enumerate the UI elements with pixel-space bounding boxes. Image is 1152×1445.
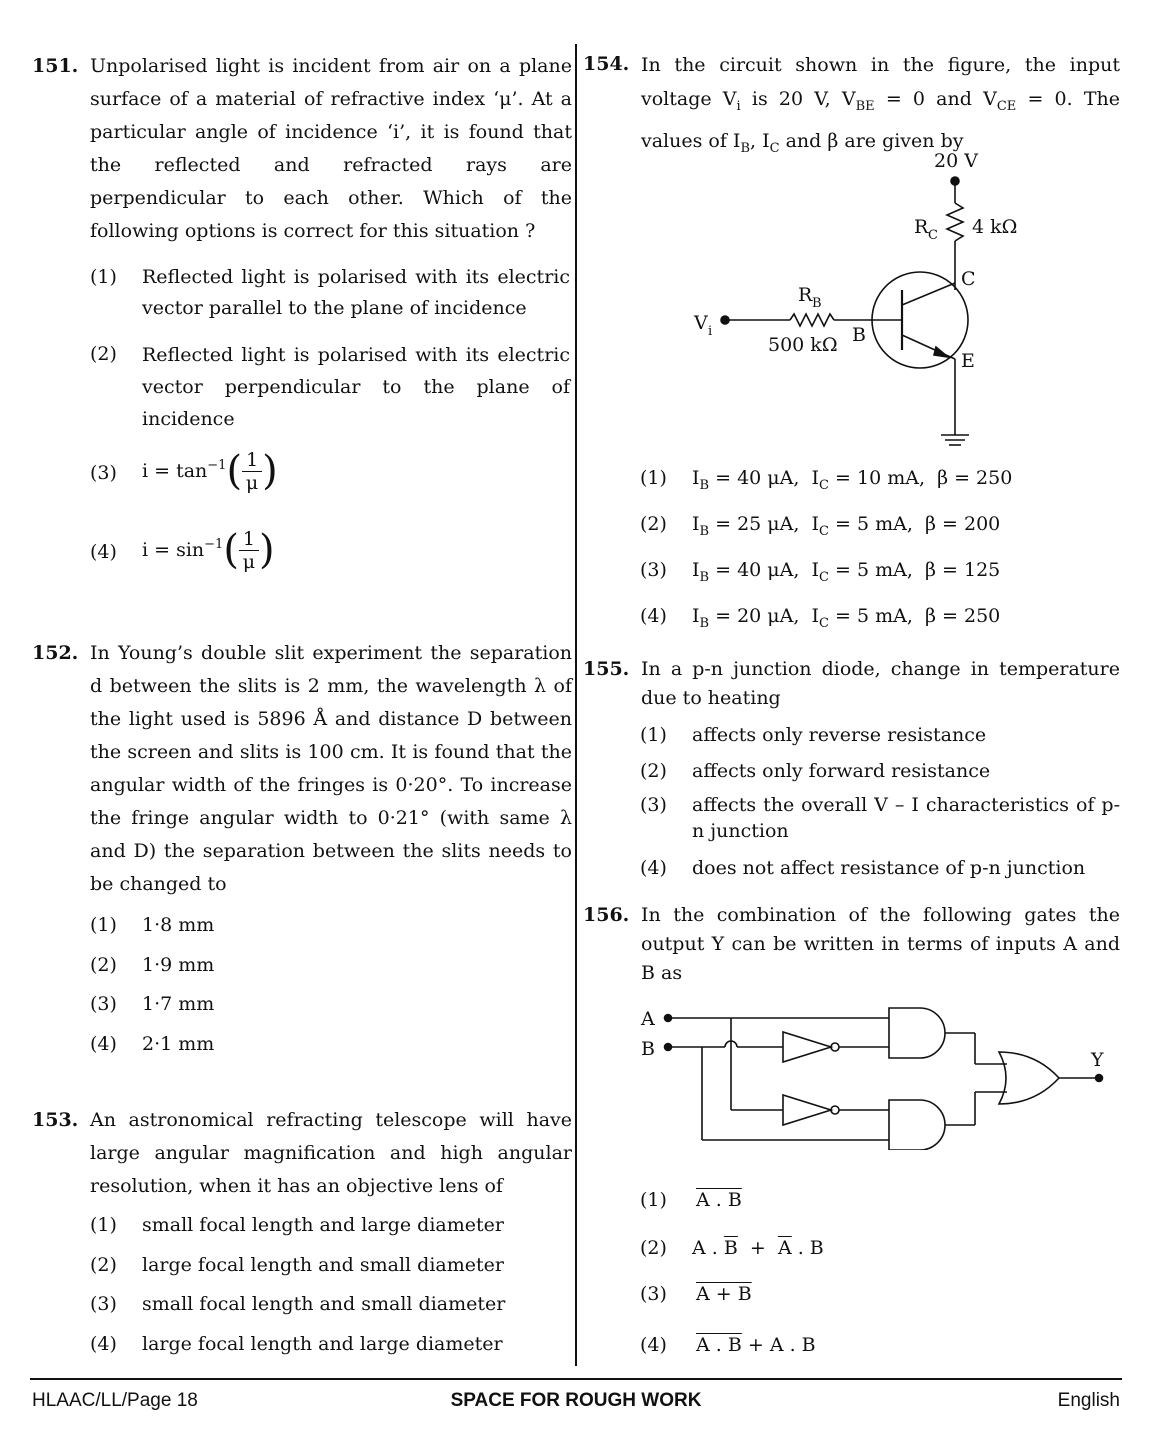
question-text: In the combination of the following gates the output Y can be written in terms of inputs A and B as bbox=[641, 904, 1120, 984]
option-number: (4) bbox=[90, 541, 117, 563]
option-number: (1) bbox=[90, 266, 117, 288]
option-text: large focal length and large diameter bbox=[142, 1333, 503, 1355]
option-number: (4) bbox=[90, 1033, 117, 1055]
option-text: $I_B = 25$ μA, $I_C = 5$ mA, β = 200 bbox=[692, 513, 1001, 539]
option-1[interactable] bbox=[640, 720, 1120, 750]
option-number: (4) bbox=[90, 1333, 117, 1355]
option-text: small focal length and small diameter bbox=[142, 1293, 506, 1315]
option-text: 1·8 mm bbox=[142, 914, 215, 936]
option-number: (3) bbox=[640, 559, 667, 581]
question-number: 153. bbox=[32, 1109, 79, 1131]
option-number: (4) bbox=[640, 857, 667, 879]
rb-resistor bbox=[790, 314, 834, 326]
option-text: $I_B = 20$ μA, $I_C = 5$ mA, β = 250 bbox=[692, 605, 1001, 631]
question-text: An astronomical refracting telescope will have large angular magnification and high angular resolution, when it has an objective lens of bbox=[90, 1109, 572, 1197]
option-number: (3) bbox=[640, 794, 667, 816]
option-number: (4) bbox=[640, 1334, 667, 1356]
option-text: does not affect resistance of p-n junction bbox=[692, 857, 1086, 879]
question-number: 156. bbox=[583, 904, 630, 926]
option-text: affects only forward resistance bbox=[692, 760, 991, 782]
option-text: affects only reverse resistance bbox=[692, 724, 987, 746]
collector-label: C bbox=[961, 268, 976, 290]
option-text: Reflected light is polarised with its electric vector parallel to the plane of incidence bbox=[142, 266, 570, 319]
option-text: 1·9 mm bbox=[142, 954, 215, 976]
option-number: (1) bbox=[90, 914, 117, 936]
vin-label: V bbox=[694, 312, 708, 334]
question-153 bbox=[32, 1104, 572, 1203]
option-number: (3) bbox=[90, 462, 117, 484]
exponent: −1 bbox=[207, 457, 227, 473]
option-text: 1·7 mm bbox=[142, 993, 215, 1015]
fraction-numerator: 1 bbox=[239, 528, 259, 551]
rc-sub: C bbox=[928, 228, 938, 243]
option-3[interactable] bbox=[640, 1279, 1120, 1310]
fraction-numerator: 1 bbox=[242, 449, 262, 472]
option-2[interactable] bbox=[90, 339, 570, 435]
option-number: (3) bbox=[90, 993, 117, 1015]
option-2[interactable] bbox=[640, 509, 1120, 547]
not-gate-2 bbox=[783, 1095, 831, 1125]
option-text: $I_B = 40$ μA, $I_C = 5$ mA, β = 125 bbox=[692, 559, 1001, 585]
option-text: A . B + A . B bbox=[696, 1334, 816, 1356]
vin-sub: i bbox=[708, 324, 713, 339]
option-text: i = sin bbox=[142, 538, 205, 561]
option-number: (4) bbox=[640, 605, 667, 627]
question-text: In Young’s double slit experiment the separation d between the slits is 2 mm, the wavelength λ of the light used is 5896 Å and distance D between the screen and slits is 100 cm. It is found that the angular width of the fringes is 0·20°. To increase the fringe angular width to 0·21° (with same λ and D) the separation between the slits needs to be changed to bbox=[90, 642, 572, 895]
option-number: (2) bbox=[90, 343, 117, 365]
rc-value: 4 kΩ bbox=[972, 216, 1018, 238]
option-text: A . B bbox=[696, 1189, 742, 1211]
option-text: 2·1 mm bbox=[142, 1033, 215, 1055]
base-label: B bbox=[852, 324, 866, 346]
option-4[interactable] bbox=[90, 527, 570, 573]
option-text: A + B bbox=[696, 1283, 752, 1305]
option-number: (1) bbox=[640, 1189, 667, 1211]
question-number: 151. bbox=[32, 55, 79, 77]
option-3[interactable] bbox=[640, 555, 1120, 593]
fraction-denominator: μ bbox=[245, 471, 259, 494]
exponent: −1 bbox=[204, 536, 224, 552]
option-1[interactable] bbox=[90, 262, 570, 324]
option-1[interactable] bbox=[90, 1210, 570, 1241]
rb-label: R bbox=[798, 284, 813, 306]
option-text: A . $\overline{B} + \overline{A}$ . B bbox=[692, 1237, 824, 1259]
not-gate-1 bbox=[783, 1032, 831, 1062]
question-number: 155. bbox=[583, 658, 630, 680]
or-gate bbox=[999, 1052, 1059, 1104]
option-4[interactable] bbox=[640, 853, 1120, 883]
and-gate-1 bbox=[889, 1008, 945, 1058]
fraction: ( $\frac{1}{\mu}$ ) bbox=[223, 527, 275, 573]
option-number: (3) bbox=[640, 1283, 667, 1305]
option-3[interactable] bbox=[90, 448, 570, 494]
page-id: HLAAC/LL/Page 18 bbox=[32, 1390, 198, 1411]
option-4[interactable] bbox=[90, 1029, 570, 1060]
option-1[interactable] bbox=[640, 1185, 1120, 1216]
option-text: affects the overall V – I characteristics of p-n junction bbox=[692, 794, 1120, 842]
rc-resistor bbox=[947, 203, 963, 241]
question-156 bbox=[583, 901, 1120, 988]
input-a-label: A bbox=[641, 1008, 655, 1030]
and-gate-2 bbox=[889, 1100, 945, 1150]
option-text: i = tan bbox=[142, 459, 208, 482]
option-4[interactable] bbox=[90, 1329, 570, 1360]
question-number: 152. bbox=[32, 642, 79, 664]
option-4[interactable] bbox=[640, 601, 1120, 639]
option-1[interactable] bbox=[640, 463, 1120, 501]
option-text: large focal length and small diameter bbox=[142, 1254, 504, 1276]
supply-label: 20 V bbox=[934, 150, 978, 172]
option-2[interactable] bbox=[90, 950, 570, 981]
fraction-denominator: μ bbox=[242, 550, 256, 573]
column-divider bbox=[575, 44, 577, 1366]
option-number: (1) bbox=[640, 724, 667, 746]
option-number: (2) bbox=[90, 1254, 117, 1276]
option-number: (1) bbox=[640, 467, 667, 489]
option-2[interactable] bbox=[640, 756, 1120, 786]
input-b-label: B bbox=[641, 1038, 655, 1060]
option-number: (2) bbox=[640, 513, 667, 535]
rb-value: 500 kΩ bbox=[768, 334, 838, 356]
option-number: (2) bbox=[90, 954, 117, 976]
option-4[interactable] bbox=[640, 1330, 1120, 1361]
output-y-label: Y bbox=[1091, 1049, 1104, 1071]
transistor-circuit-diagram bbox=[680, 145, 1040, 455]
question-text: In the circuit shown in the figure, the input voltage $V_i$ is 20 V, $V_{BE} = 0$ and $V_{CE} = 0$. The values of $I_B$, $I_C$ and β are given by bbox=[641, 54, 1121, 156]
option-3[interactable] bbox=[90, 989, 570, 1020]
option-3[interactable] bbox=[640, 792, 1120, 844]
option-text: $I_B = 40$ μA, $I_C = 10$ mA, β = 250 bbox=[692, 467, 1013, 493]
option-2[interactable] bbox=[90, 1250, 570, 1281]
fraction: ( $\frac{1}{\mu}$ ) bbox=[226, 448, 278, 494]
emitter-label: E bbox=[961, 350, 975, 372]
option-number: (3) bbox=[90, 1293, 117, 1315]
footer-rule bbox=[30, 1378, 1122, 1380]
question-151 bbox=[32, 50, 572, 248]
question-number: 154. bbox=[583, 53, 630, 75]
language-label: English bbox=[1057, 1390, 1120, 1411]
rough-work-label: SPACE FOR ROUGH WORK bbox=[450, 1390, 702, 1411]
option-text: small focal length and large diameter bbox=[142, 1214, 504, 1236]
question-text: In a p-n junction diode, change in temperature due to heating bbox=[641, 658, 1120, 709]
question-text: Unpolarised light is incident from air on a plane surface of a material of refractive index ‘μ’. At a particular angle of incidence ‘i’, it is found that the reflected and refracted rays are perpendicular to each other. Which of the following options is correct for this situation ? bbox=[90, 55, 572, 242]
question-152 bbox=[32, 637, 572, 901]
option-3[interactable] bbox=[90, 1289, 570, 1320]
option-text: Reflected light is polarised with its electric vector perpendicular to the plane of incidence bbox=[142, 344, 570, 430]
option-number: (2) bbox=[640, 760, 667, 782]
option-2[interactable] bbox=[640, 1233, 1120, 1264]
logic-gate-diagram bbox=[635, 1000, 1115, 1150]
option-1[interactable] bbox=[90, 910, 570, 941]
rb-sub: B bbox=[812, 296, 822, 311]
option-number: (1) bbox=[90, 1214, 117, 1236]
option-number: (2) bbox=[640, 1237, 667, 1259]
question-155 bbox=[583, 655, 1120, 713]
rc-label: R bbox=[914, 216, 929, 238]
